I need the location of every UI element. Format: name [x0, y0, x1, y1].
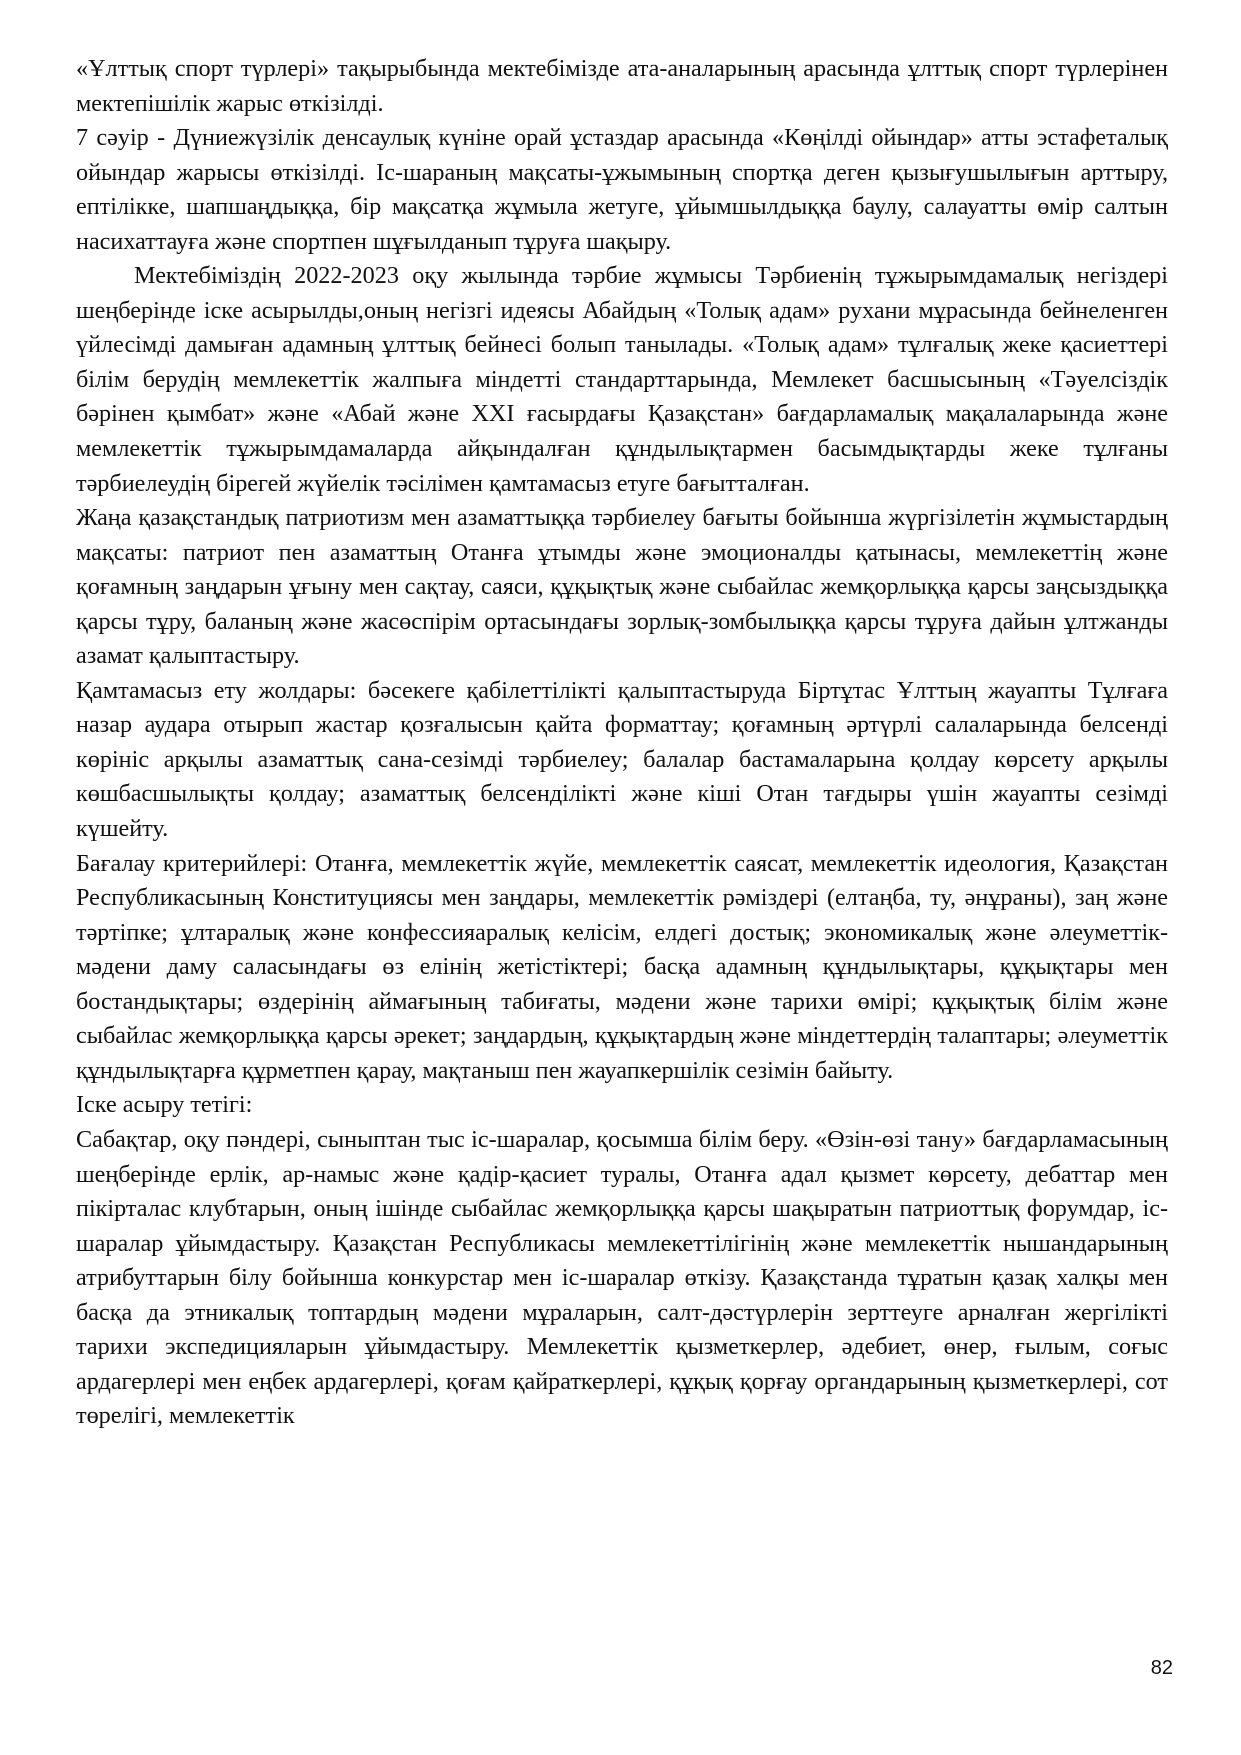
paragraph-patriotism-goal: Жаңа қазақстандық патриотизм мен азаматтыққа тәрбиелеу бағыты бойынша жүргізілетін жұмыстардың мақсаты: патриот пен азаматтың Отанға ұтымды және эмоционалды қатынасы, мемлекеттің және қоғамның заңдарын ұғыну мен сақтау, саяси, құқықтық және сыбайлас жемқорлыққа қарсы заңсыздыққа қарсы тұру, баланың және жасөспірім ортасындағы зорлық-зомбылыққа қарсы тұруға дайын ұлтжанды азамат қалыптастыру.	[76, 504, 1168, 670]
document-body	[76, 52, 1168, 1434]
paragraph-health-day: 7 сәуір - Дүниежүзілік денсаулық күніне орай ұстаздар арасында «Көңілді ойындар» атты эстафеталық ойындар жарысы өткізілді. Іс-шараның мақсаты-ұжымының спортқа деген қызығушылығын арттыру, ептілікке, шапшаңдыққа, бір мақсатқа жұмыла жетуге, ұйымшылдыққа баулу, салауатты өмір салтын насихаттауға және спортпен шұғылданып тұруға шақыру.	[76, 124, 1168, 255]
paragraph-evaluation-criteria: Бағалау критерийлері: Отанға, мемлекеттік жүйе, мемлекеттік саясат, мемлекеттік идеология, Қазақстан Республикасының Конституциясы мен заңдары, мемлекеттік рәміздері (елтаңба, ту, әнұраны), заң және тәртіпке; ұлтаралық және конфессияаралық келісім, елдегі достық; экономикалық және әлеуметтік-мәдени даму саласындағы өз елінің жетістіктері; басқа адамның құндылықтары, құқықтары мен бостандықтары; өздерінің аймағының табиғаты, мәдени және тарихи өмірі; құқықтық білім және сыбайлас жемқорлыққа қарсы әрекет; заңдардың, құқықтардың және міндеттердің талаптары; әлеуметтік құндылықтарға құрметпен қарау, мақтаныш пен жауапкершілік сезімін байыту.	[76, 849, 1168, 1084]
paragraph-implementation: Сабақтар, оқу пәндері, сыныптан тыс іс-шаралар, қосымша білім беру. «Өзін-өзі тану» бағдарламасының шеңберінде ерлік, ар-намыс және қадір-қасиет туралы, Отанға адал қызмет көрсету, дебаттар мен пікірталас клубтарын, оның ішінде сыбайлас жемқорлыққа қарсы шақыратын патриоттық форумдар, іс-шаралар ұйымдастыру. Қазақстан Республикасы мемлекеттілігінің және мемлекеттік нышандарының атрибуттарын білу бойынша конкурстар мен іс-шаралар өткізу. Қазақстанда тұратын қазақ халқы мен басқа да этникалық топтардың мәдени мұраларын, салт-дәстүрлерін зерттеуге арналған жергілікті тарихи экспедицияларын ұйымдастыру. Мемлекеттік қызметкерлер, әдебиет, өнер, ғылым, соғыс ардагерлері мен еңбек ардагерлері, қоғам қайраткерлері, құқық қорғау органдарының қызметкерлері, сот төрелігі, мемлекеттік	[76, 1125, 1168, 1430]
paragraph-upbringing-work: Мектебіміздің 2022-2023 оқу жылында тәрбие жұмысы Тәрбиенің тұжырымдамалық негіздері шеңберінде іске асырылды,оның негізгі идеясы Абайдың «Толық адам» рухани мұрасында бейнеленген үйлесімді дамыған адамның ұлттық бейнесі болып танылады. «Толық адам» тұлғалық жеке қасиеттері білім берудің мемлекеттік жалпыға міндетті стандарттарында, Мемлекет басшысының «Тәуелсіздік бәрінен қымбат» және «Абай және XXI ғасырдағы Қазақстан» бағдарламалық мақалаларында және мемлекеттік тұжырымдамаларда айқындалған құндылықтармен басымдықтарды жеке тұлғаны тәрбиелеудің бірегей жүйелік тәсілімен қамтамасыз етуге бағытталған.	[76, 262, 1168, 497]
paragraph-national-sports: «Ұлттық спорт түрлері» тақырыбында мектебімізде ата-аналарының арасында ұлттық спорт түрлерінен мектепішілік жарыс өткізілді.	[76, 55, 1168, 117]
paragraph-ways-to-ensure: Қамтамасыз ету жолдары: бәсекеге қабілеттілікті қалыптастыруда Біртұтас Ұлттың жауапты Тұлғаға назар аудара отырып жастар қозғалысын қайта форматтау; қоғамның әртүрлі салаларында белсенді көрініс арқылы азаматтық сана-сезімді тәрбиелеу; балалар бастамаларына қолдау көрсету арқылы көшбасшылықты қолдау; азаматтық белсенділікті және кіші Отан тағдыры үшін жауапты сезімді күшейту.	[76, 676, 1168, 843]
paragraph-mechanism-heading: Іске асыру тетігі:	[76, 1091, 253, 1119]
page-number: 82	[1150, 1657, 1173, 1679]
